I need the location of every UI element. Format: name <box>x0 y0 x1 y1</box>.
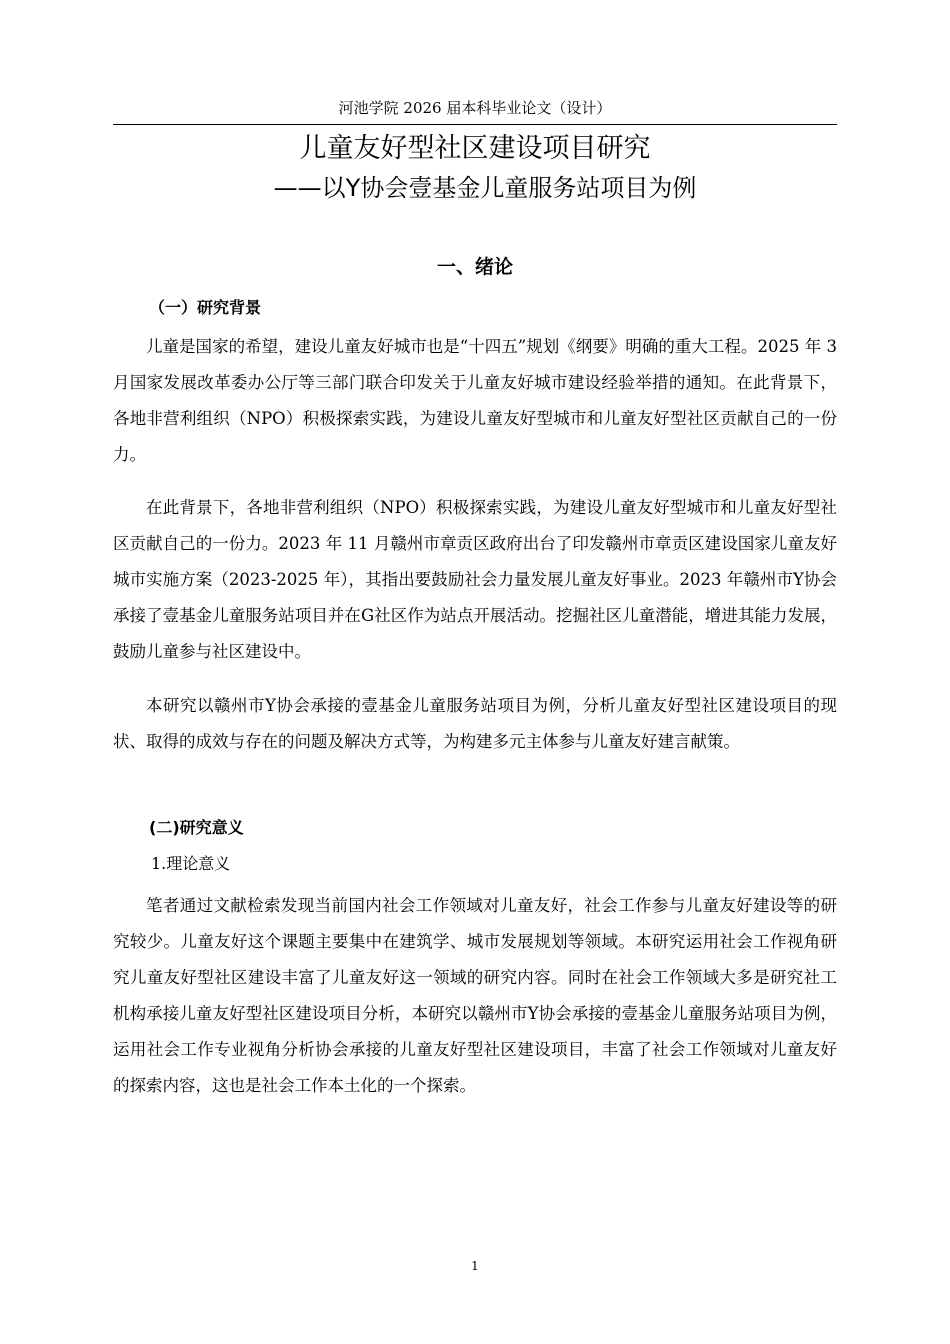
section-heading-introduction: 一、绪论 <box>436 256 513 278</box>
paragraph-background-3: 本研究以赣州市Y协会承接的壹基金儿童服务站项目为例，分析儿童友好型社区建设项目的现状、取得的成效与存在的问题及解决方式等，为构建多元主体参与儿童友好建言献策。 <box>113 696 837 751</box>
subsection-heading-significance: (二)研究意义 <box>149 818 244 837</box>
paragraph-background-2: 在此背景下，各地非营利组织（NPO）积极探索实践，为建设儿童友好型城市和儿童友好型社区贡献自己的一份力。2023 年 11 月赣州市章贡区政府出台了印发赣州市章贡区建设国家儿童友好城市实施方案（2023-2025 年），其指出要鼓励社会力量发展儿童友好事业。2023 年赣州市Y协会承接了壹基金儿童服务站项目并在G社区作为站点开展活动。挖掘社区儿童潜能，增进其能力发展，鼓励儿童参与社区建设中。 <box>113 498 837 661</box>
paragraph-background-1: 儿童是国家的希望，建设儿童友好城市也是“十四五”规划《纲要》明确的重大工程。2025 年 3 月国家发展改革委办公厅等三部门联合印发关于儿童友好城市建设经验举措的通知。在此背景下，各地非营利组织（NPO）积极探索实践，为建设儿童友好型城市和儿童友好型社区贡献自己的一份力。 <box>113 337 837 464</box>
paper-subtitle: ——以Y协会壹基金儿童服务站项目为例 <box>273 174 697 202</box>
running-header: 河池学院 2026 届本科毕业论文（设计） <box>338 99 612 117</box>
paper-title: 儿童友好型社区建设项目研究 <box>299 133 651 164</box>
subsection-heading-background: （一）研究背景 <box>149 298 262 317</box>
paragraph-theoretical: 笔者通过文献检索发现当前国内社会工作领域对儿童友好，社会工作参与儿童友好建设等的研究较少。儿童友好这个课题主要集中在建筑学、城市发展规划等领域。本研究运用社会工作视角研究儿童友好型社区建设丰富了儿童友好这一领域的研究内容。同时在社会工作领域大多是研究社工机构承接儿童友好型社区建设项目分析，本研究以赣州市Y协会承接的壹基金儿童服务站项目为例，运用社会工作专业视角分析协会承接的儿童友好型社区建设项目，丰富了社会工作领域对儿童友好的探索内容，这也是社会工作本土化的一个探索。 <box>113 896 837 1095</box>
item-heading-theoretical: 1.理论意义 <box>151 854 231 873</box>
page-number: 1 <box>471 1259 479 1273</box>
header-rule <box>113 124 837 125</box>
